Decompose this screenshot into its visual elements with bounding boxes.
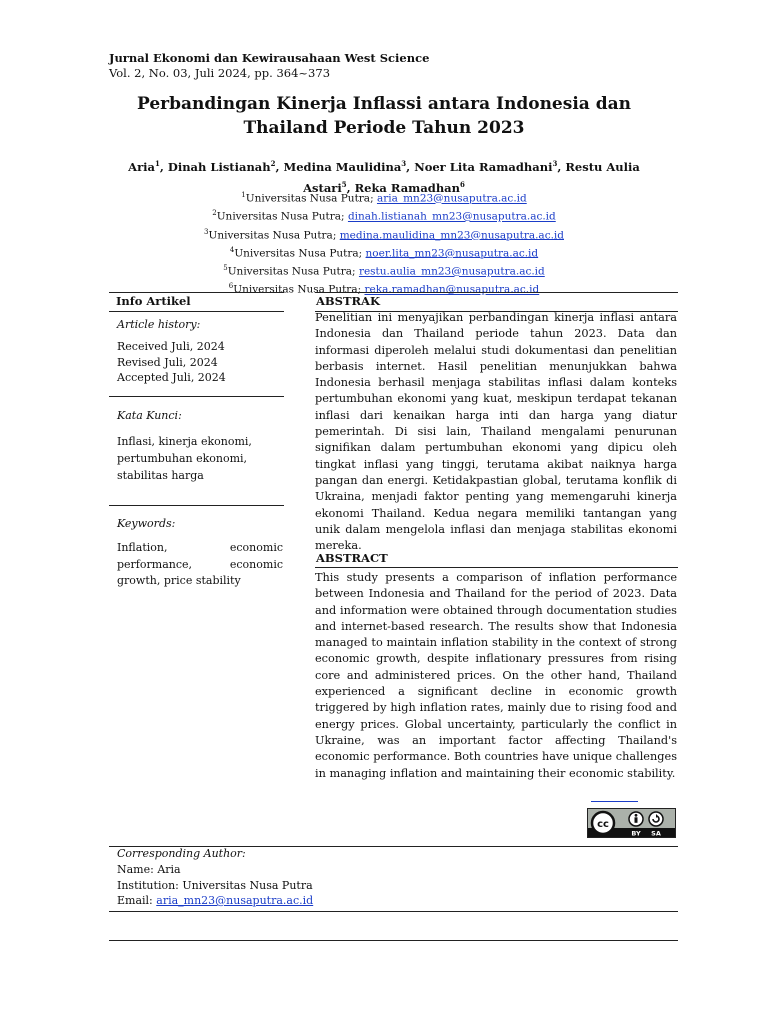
corresponding-name: Name: Aria [117,863,181,876]
affiliation-email-link[interactable]: restu.aulia_mn23@nusaputra.ac.id [358,265,545,278]
cc-by-sa-badge[interactable] [587,808,676,838]
author: Aria$^1$, [128,159,168,174]
affiliation-email-link[interactable]: reka.ramadhan@nusaputra.ac.id [364,283,540,296]
affiliation: $^6$Universitas Nusa Putra; reka.ramadhan@nusaputra.ac.id [228,282,540,296]
author: Medina Maulidina$^3$, [283,159,415,174]
abstrak-text: Penelitian ini menyajikan perbandingan kinerja inflasi antara Indonesia dan Thailand periode tahun 2023. Data dan informasi diperoleh melalui studi dokumentasi dan penelitian berbasis internet. Hasil penelitian menunjukkan bahwa Indonesia berhasil menjaga stabilitas inflasi dalam konteks pertumbuhan ekonomi yang kuat, meskipun terdapat tekanan inflasi dari kenaikan harga inti dan harga yang diatur pemerintah. Di sisi lain, Thailand mengalami penurunan signifikan dalam pertumbuhan ekonomi yang dipicu oleh tingkat inflasi yang tinggi, terutama akibat naiknya harga pangan dan energi. Ketidakpastian global, terutama konflik di Ukraina, menjadi faktor penting yang memengaruhi kinerja ekonomi Thailand. Kedua negara memiliki tantangan yang unik dalam mengelola inflasi dan menjaga stabilitas ekonomi mereka. [315,311,677,553]
author: Dinah Listianah$^2$, [167,159,284,174]
abstract-text: This study presents a comparison of inflation performance between Indonesia and Thailand for the period of 2023. Data and information were obtained through documentation studies and internet-based research. The results show that Indonesia managed to maintain inflation stability in the context of strong economic growth, despite inflationary pressures from rising core and administered prices. On the other hand, Thailand experienced a significant decline in economic growth triggered by high inflation rates, mainly due to rising food and energy prices. Global uncertainty, particularly the conflict in Ukraine, was an important factor affecting Thailand's economic performance. Both countries have unique challenges in managing inflation and maintaining their economic stability. [315,571,677,780]
abstract-head-rule [315,567,678,568]
history-rule [109,396,284,397]
info-head-rule [109,311,284,312]
kata-kunci-line: Inflasi, kinerja ekonomi, [117,435,252,448]
affiliation-list [110,188,658,298]
keywords-list [117,540,283,590]
kata-kunci-list [117,433,252,484]
affiliation-email-link[interactable]: dinah.listianah_mn23@nusaputra.ac.id [347,210,556,223]
keyword-word: economic [229,557,283,571]
svg-text:cc: cc [597,819,609,830]
keywords-line: growth, price stability [117,574,241,587]
revised-date: Revised Juli, 2024 [117,355,218,369]
kata-kunci-line: stabilitas harga [117,469,204,482]
page-bottom-rule [109,940,678,941]
abstract-heading: ABSTRACT [316,551,388,565]
affiliation: $^1$Universitas Nusa Putra; aria_mn23@nusaputra.ac.id [241,191,527,205]
affiliation: $^5$Universitas Nusa Putra; restu.aulia_mn23@nusaputra.ac.id [223,264,545,278]
affiliation: $^2$Universitas Nusa Putra; dinah.listianah_mn23@nusaputra.ac.id [212,209,556,223]
kata-kunci-line: pertumbuhan ekonomi, [117,452,248,465]
keywords-line [117,540,283,557]
affiliation-email-link[interactable]: noer.lita_mn23@nusaputra.ac.id [365,247,539,260]
license-link[interactable] [591,801,638,802]
journal-volume: Vol. 2, No. 03, Juli 2024, pp. 364~373 [109,66,331,80]
received-date: Received Juli, 2024 [117,340,225,353]
corresponding-author-label: Corresponding Author: [117,847,246,860]
affiliation-email-link[interactable]: aria_mn23@nusaputra.ac.id [376,192,527,205]
info-top-rule [109,292,284,293]
keyword-word: Inflation, [117,541,168,554]
corresponding-author-details [117,862,313,909]
corresponding-institution: Institution: Universitas Nusa Putra [117,878,313,892]
corresponding-email-line: Email: aria_mn23@nusaputra.ac.id [117,894,314,907]
kata-kunci-rule [109,505,284,506]
keywords-label: Keywords: [117,517,176,530]
kata-kunci-label: Kata Kunci: [117,409,182,422]
affiliation-email-link[interactable]: medina.maulidina_mn23@nusaputra.ac.id [339,229,564,242]
abstrak-heading: ABSTRAK [316,294,380,308]
abstrak-top-rule [315,292,678,293]
accepted-date: Accepted Juli, 2024 [117,371,226,384]
right-bottom-rule [309,846,678,847]
keyword-word: economic [229,541,283,554]
journal-name: Jurnal Ekonomi dan Kewirausahaan West Science [109,51,430,65]
corresponding-bottom-rule [109,911,678,912]
author: Restu Aulia Astari$^5$, [303,159,640,195]
info-artikel-heading: Info Artikel [116,294,191,308]
keywords-line [117,557,283,574]
author: Reka Ramadhan$^6$ [354,179,465,195]
corresponding-email-link[interactable]: aria_mn23@nusaputra.ac.id [156,894,314,907]
keyword-word: performance, [117,557,193,571]
paper-title: Perbandingan Kinerja Inflassi antara Indonesia dan Thailand Periode Tahun 2023 [137,94,631,138]
cc-by-label: BY [631,829,641,837]
article-history-label: Article history: [117,318,201,331]
cc-sa-label: SA [651,829,661,837]
article-history-dates [117,339,226,386]
cc-license-icon [588,809,675,837]
author: Noer Lita Ramadhani$^3$, [414,159,566,174]
affiliation: $^4$Universitas Nusa Putra; noer.lita_mn23@nusaputra.ac.id [229,245,539,260]
affiliation: $^3$Universitas Nusa Putra; medina.maulidina_mn23@nusaputra.ac.id [204,227,564,242]
